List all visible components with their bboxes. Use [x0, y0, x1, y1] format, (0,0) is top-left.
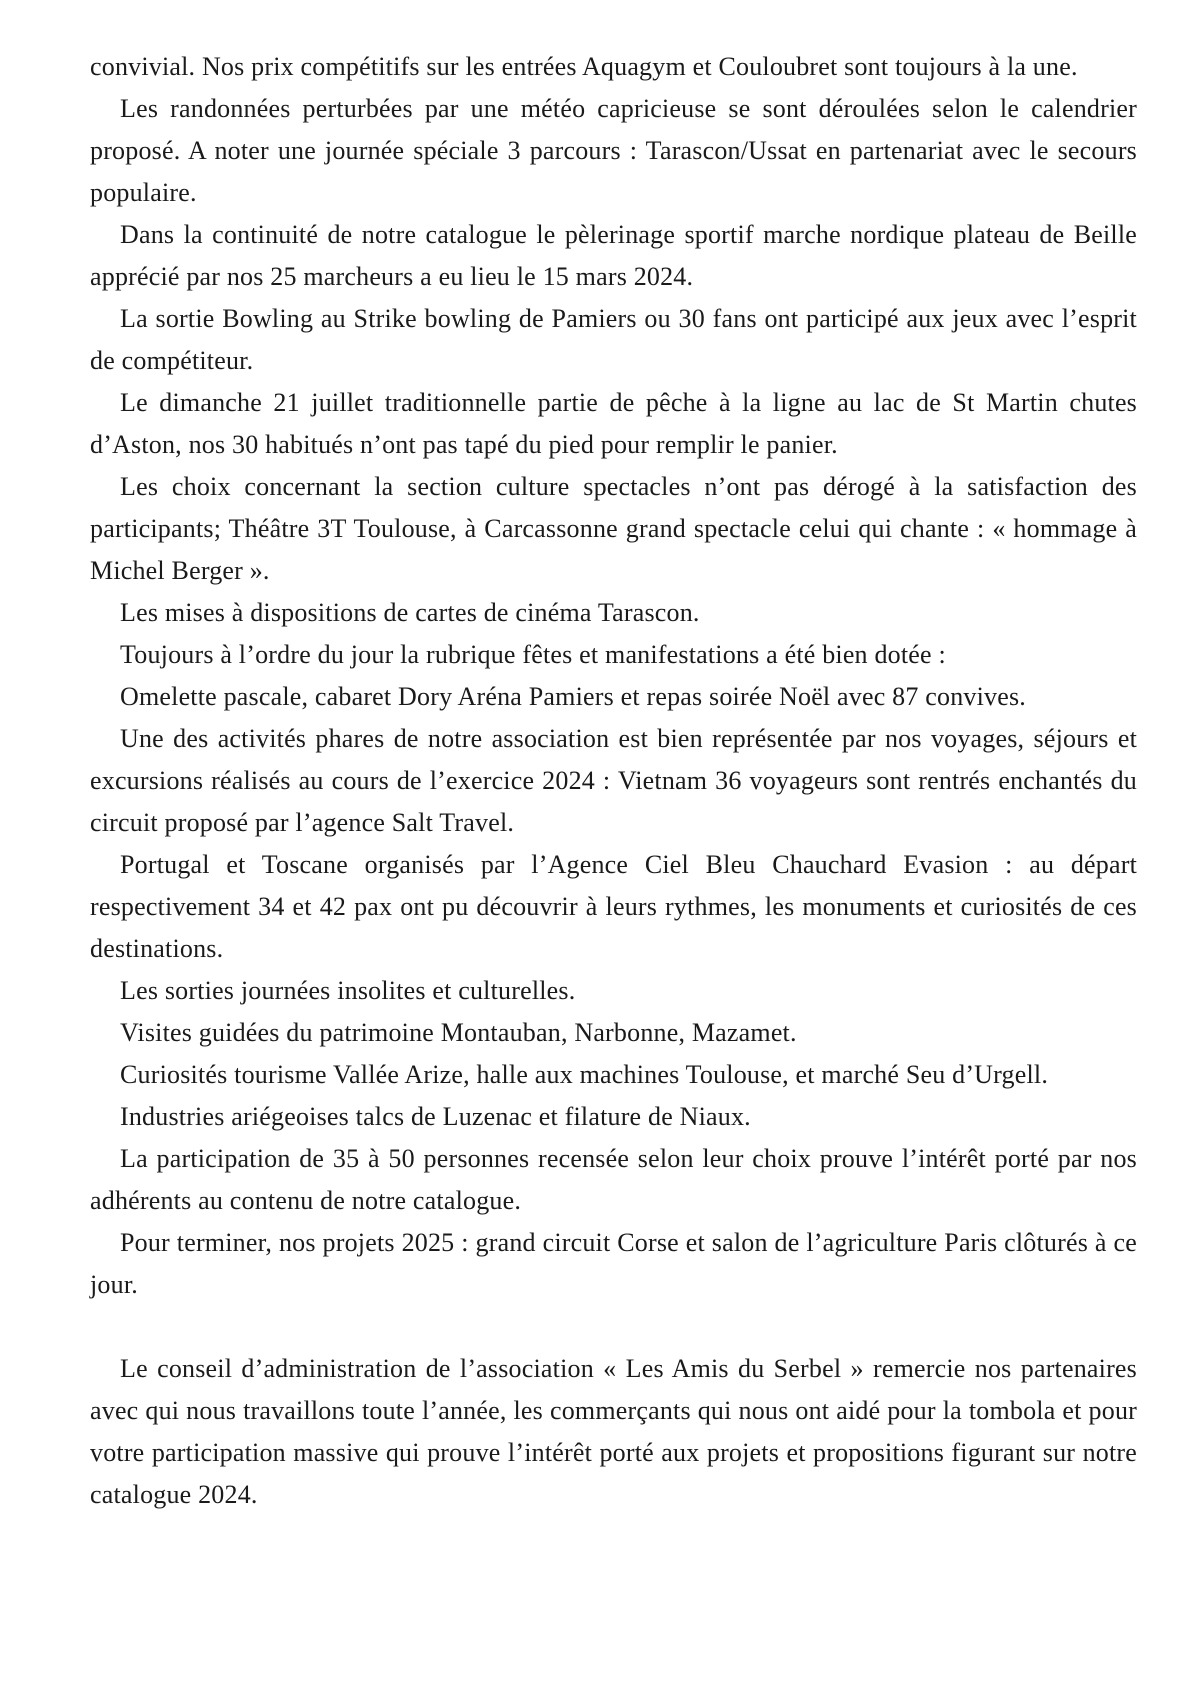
document-page	[90, 46, 1137, 1516]
paragraph: Omelette pascale, cabaret Dory Aréna Pamiers et repas soirée Noël avec 87 convives.	[120, 682, 1026, 711]
paragraph: Pour terminer, nos projets 2025 : grand circuit Corse et salon de l’agriculture Paris clôturés à ce jour.	[90, 1228, 1137, 1299]
paragraph: Portugal et Toscane organisés par l’Agence Ciel Bleu Chauchard Evasion : au départ respectivement 34 et 42 pax ont pu découvrir à leurs rythmes, les monuments et curiosités de ces destinations.	[90, 850, 1137, 963]
paragraph: La sortie Bowling au Strike bowling de Pamiers ou 30 fans ont participé aux jeux avec l’esprit de compétiteur.	[90, 304, 1137, 375]
paragraph-closing-thanks: Le conseil d’administration de l’association « Les Amis du Serbel » remercie nos partenaires avec qui nous travaillons toute l’année, les commerçants qui nous ont aidé pour la tombola et pour votre participation massive qui prouve l’intérêt porté aux projets et propositions figurant sur notre catalogue 2024.	[90, 1354, 1137, 1509]
paragraph: Les choix concernant la section culture spectacles n’ont pas dérogé à la satisfaction des participants; Théâtre 3T Toulouse, à Carcassonne grand spectacle celui qui chante : « hommage à Michel Berger ».	[90, 472, 1137, 585]
paragraph: convivial. Nos prix compétitifs sur les entrées Aquagym et Couloubret sont toujours à la une.	[90, 52, 1078, 81]
paragraph: Une des activités phares de notre association est bien représentée par nos voyages, séjours et excursions réalisés au cours de l’exercice 2024 : Vietnam 36 voyageurs sont rentrés enchantés du circuit proposé par l’agence Salt Travel.	[90, 724, 1137, 837]
paragraph: Le dimanche 21 juillet traditionnelle partie de pêche à la ligne au lac de St Martin chutes d’Aston, nos 30 habitués n’ont pas tapé du pied pour remplir le panier.	[90, 388, 1137, 459]
paragraph: Visites guidées du patrimoine Montauban, Narbonne, Mazamet.	[120, 1018, 797, 1047]
paragraph: Curiosités tourisme Vallée Arize, halle aux machines Toulouse, et marché Seu d’Urgell.	[120, 1060, 1049, 1089]
paragraph: Les sorties journées insolites et culturelles.	[120, 976, 576, 1005]
paragraph: Industries ariégeoises talcs de Luzenac et filature de Niaux.	[120, 1102, 751, 1131]
paragraph: Dans la continuité de notre catalogue le pèlerinage sportif marche nordique plateau de Beille apprécié par nos 25 marcheurs a eu lieu le 15 mars 2024.	[90, 220, 1137, 291]
paragraph: Toujours à l’ordre du jour la rubrique fêtes et manifestations a été bien dotée :	[120, 640, 946, 669]
paragraph: Les randonnées perturbées par une météo capricieuse se sont déroulées selon le calendrier proposé. A noter une journée spéciale 3 parcours : Tarascon/Ussat en partenariat avec le secours populaire.	[90, 94, 1137, 207]
paragraph: La participation de 35 à 50 personnes recensée selon leur choix prouve l’intérêt porté par nos adhérents au contenu de notre catalogue.	[90, 1144, 1137, 1215]
paragraph: Les mises à dispositions de cartes de cinéma Tarascon.	[120, 598, 700, 627]
